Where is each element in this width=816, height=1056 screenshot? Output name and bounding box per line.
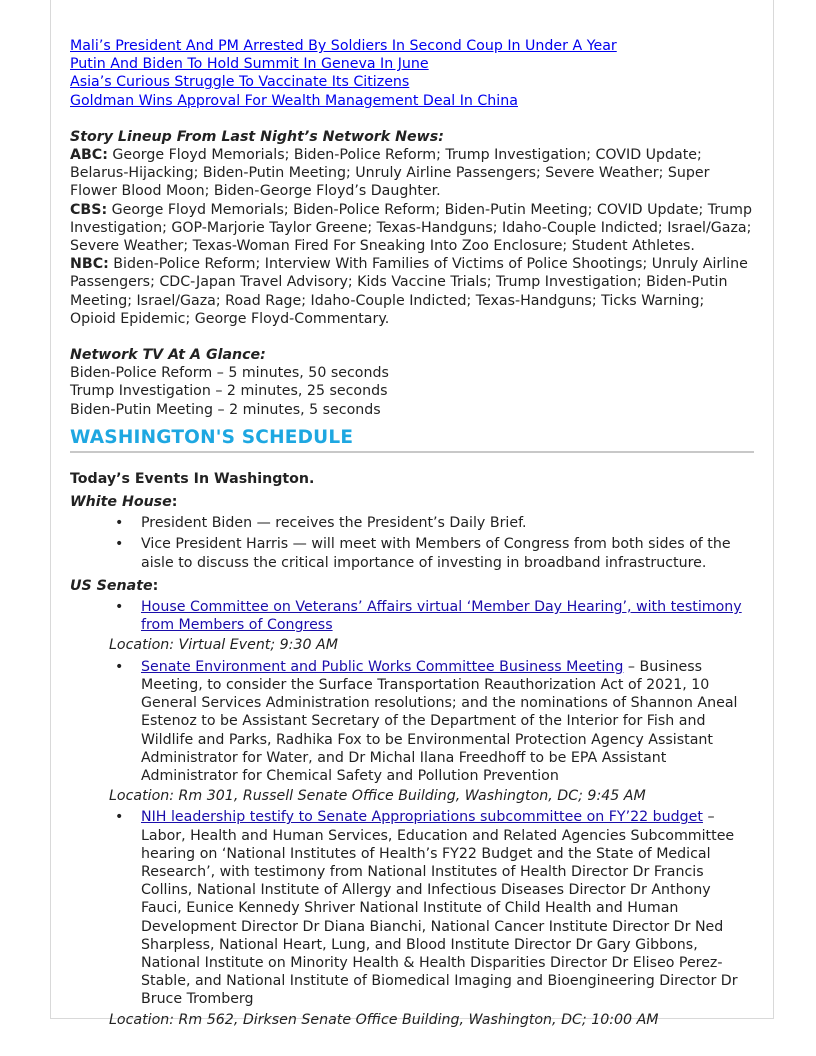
glance-list: [70, 364, 754, 419]
lineup-heading: Story Lineup From Last Night’s Network News:: [70, 128, 444, 145]
headline-link[interactable]: Asia’s Curious Struggle To Vaccinate Its Citizens: [70, 74, 410, 91]
colon: :: [152, 577, 159, 594]
glance-item: Trump Investigation – 2 minutes, 25 seconds: [70, 383, 388, 400]
event-location: Location: Virtual Event; 9:30 AM: [109, 637, 338, 654]
event-link[interactable]: House Committee on Veterans’ Affairs virtual ‘Member Day Hearing’, with testimony from Members of Congress: [141, 599, 742, 634]
headline-link[interactable]: Mali’s President And PM Arrested By Soldiers In Second Coup In Under A Year: [70, 38, 617, 54]
list-item: [70, 808, 754, 1008]
white-house-list: [70, 514, 754, 572]
abc-lineup: [70, 146, 754, 201]
nbc-label: NBC:: [70, 256, 109, 273]
glance-item: Biden-Police Reform – 5 minutes, 50 seconds: [70, 365, 389, 382]
bullet-icon: •: [115, 599, 124, 616]
colon: :: [171, 494, 178, 511]
nbc-text: Biden-Police Reform; Interview With Families of Victims of Police Shootings; Unruly Airline Passengers; CDC-Japan Travel Advisory; Kids Vaccine Trials; Trump Investigation; Biden-Putin Meeting; Israel/Gaza; Road Rage; Idaho-Couple Indicted; Texas-Handguns; Ticks Warning; Opioid Epidemic; George Floyd-Commentary.: [70, 256, 748, 327]
cbs-text: George Floyd Memorials; Biden-Police Reform; Biden-Putin Meeting; COVID Update; Trump Investigation; GOP-Marjorie Taylor Greene; Texas-Handguns; Idaho-Couple Indicted; Israel/Gaza; Severe Weather; Texas-Woman Fired For Sneaking Into Zoo Enclosure; Student Athletes.: [70, 201, 752, 255]
list-item: [70, 598, 754, 634]
headline-links: [70, 37, 754, 110]
event-link[interactable]: NIH leadership testify to Senate Appropriations subcommittee on FY’22 budget: [141, 809, 703, 826]
list-item-text: Vice President Harris — will meet with Members of Congress from both sides of the aisle to discuss the critical importance of investing in broadband infrastructure.: [141, 536, 731, 571]
event-description: – Labor, Health and Human Services, Education and Related Agencies Subcommittee hearing on ‘National Institutes of Health’s FY22 Budget and the State of Medical Research’, with testimony from National Institutes of Health Director Dr Francis Collins, National Institute of Allergy and Infectious Diseases Director Dr Anthony Fauci, Eunice Kennedy Shriver National Institute of Child Health and Human Development Director Dr Diana Bianchi, National Cancer Institute Director Dr Ned Sharpless, National Heart, Lung, and Blood Institute Director Dr Gary Gibbons, National Institute on Minority Health & Health Disparities Director Dr Eliseo Perez-Stable, and National Institute of Biomedical Imaging and Bioengineering Director Dr Bruce Tromberg: [141, 809, 738, 1008]
cbs-label: CBS:: [70, 201, 108, 218]
white-house-label: White House: [70, 494, 172, 511]
newsletter-content: [70, 37, 754, 1029]
event-description: – Business Meeting, to consider the Surface Transportation Reauthorization Act of 2021, 10 General Services Administration resolutions; and the nominations of Shannon Aneal Estenoz to be Assistant Secretary of the Department of the Interior for Fish and Wildlife and Parks, Radhika Fox to be Environmental Protection Agency Assistant Administrator for Water, and Dr Michal Ilana Freedhoff to be EPA Assistant Administrator for Chemical Safety and Pollution Prevention: [141, 658, 738, 784]
headline-link[interactable]: Putin And Biden To Hold Summit In Geneva In June: [70, 56, 429, 73]
senate-label: US Senate: [70, 577, 153, 594]
list-item: [70, 535, 754, 571]
network-lineup: [70, 146, 754, 328]
event-link[interactable]: Senate Environment and Public Works Committee Business Meeting: [141, 658, 624, 675]
headline-link[interactable]: Goldman Wins Approval For Wealth Management Deal In China: [70, 92, 518, 109]
nbc-lineup: [70, 255, 754, 328]
senate-list: [70, 808, 754, 1008]
event-location: Location: Rm 301, Russell Senate Office Building, Washington, DC; 9:45 AM: [109, 788, 646, 805]
bullet-icon: •: [115, 515, 124, 532]
list-item: [70, 514, 754, 532]
bullet-icon: •: [115, 658, 124, 675]
senate-heading: [70, 577, 754, 595]
bullet-icon: •: [115, 809, 124, 826]
senate-list: [70, 658, 754, 785]
list-item-text: President Biden — receives the President’s Daily Brief.: [141, 515, 527, 532]
white-house-heading: [70, 493, 754, 511]
cbs-lineup: [70, 201, 754, 256]
glance-item: Biden-Putin Meeting – 2 minutes, 5 seconds: [70, 401, 381, 418]
abc-text: George Floyd Memorials; Biden-Police Reform; Trump Investigation; COVID Update; Belarus-Hijacking; Biden-Putin Meeting; Unruly Airline Passengers; Severe Weather; Super Flower Blood Moon; Biden-George Floyd’s Daughter.: [70, 147, 710, 200]
today-heading: Today’s Events In Washington.: [70, 470, 315, 487]
event-location: Location: Rm 562, Dirksen Senate Office Building, Washington, DC; 10:00 AM: [109, 1011, 659, 1028]
glance-heading: Network TV At A Glance:: [70, 347, 266, 364]
abc-label: ABC:: [70, 147, 108, 164]
list-item: [70, 658, 754, 785]
senate-list: [70, 598, 754, 634]
bullet-icon: •: [115, 536, 124, 553]
section-title: WASHINGTON'S SCHEDULE: [70, 426, 754, 453]
